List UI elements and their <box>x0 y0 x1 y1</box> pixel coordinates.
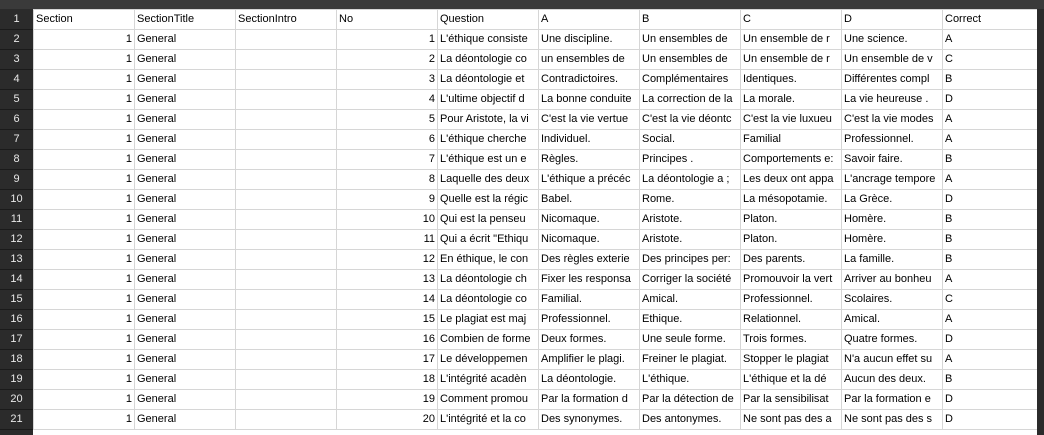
table-cell[interactable]: B <box>943 370 1038 390</box>
header-cell[interactable]: No <box>337 10 438 30</box>
table-cell[interactable]: La déontologie ch <box>438 270 539 290</box>
table-cell[interactable]: 3 <box>337 70 438 90</box>
table-cell[interactable]: Par la formation e <box>842 390 943 410</box>
table-cell[interactable]: General <box>135 370 236 390</box>
table-cell[interactable]: La mésopotamie. <box>741 190 842 210</box>
table-cell[interactable] <box>236 330 337 350</box>
table-cell[interactable]: Une science. <box>842 30 943 50</box>
table-cell[interactable]: Aucun des deux. <box>842 370 943 390</box>
row-number[interactable]: 8 <box>0 149 33 170</box>
table-cell[interactable]: Homère. <box>842 210 943 230</box>
table-cell[interactable]: Une discipline. <box>539 30 640 50</box>
scrollbar-edge[interactable] <box>1037 9 1044 435</box>
table-cell[interactable]: A <box>943 350 1038 370</box>
row-number[interactable]: 10 <box>0 189 33 210</box>
table-cell[interactable]: D <box>943 190 1038 210</box>
table-cell[interactable]: Ethique. <box>640 310 741 330</box>
table-cell[interactable]: Trois formes. <box>741 330 842 350</box>
table-cell[interactable]: Un ensembles de <box>640 50 741 70</box>
table-cell[interactable]: 1 <box>34 170 135 190</box>
table-cell[interactable]: 1 <box>34 30 135 50</box>
table-cell[interactable]: Qui est la penseu <box>438 210 539 230</box>
table-cell[interactable]: Une seule forme. <box>640 330 741 350</box>
table-cell[interactable]: General <box>135 90 236 110</box>
table-row <box>34 310 1038 330</box>
table-cell[interactable]: Combien de forme <box>438 330 539 350</box>
table-cell[interactable]: 7 <box>337 150 438 170</box>
table-cell[interactable]: 6 <box>337 130 438 150</box>
header-cell[interactable]: Section <box>34 10 135 30</box>
table-cell[interactable]: General <box>135 350 236 370</box>
table-row <box>34 250 1038 270</box>
table-cell[interactable]: 17 <box>337 350 438 370</box>
table-cell[interactable]: 1 <box>34 310 135 330</box>
table-cell[interactable]: General <box>135 130 236 150</box>
table-cell[interactable] <box>236 30 337 50</box>
table-cell[interactable]: La correction de la <box>640 90 741 110</box>
table-cell[interactable]: 8 <box>337 170 438 190</box>
table-cell[interactable]: Un ensemble de v <box>842 50 943 70</box>
table-cell[interactable]: General <box>135 290 236 310</box>
table-cell[interactable]: 1 <box>34 150 135 170</box>
table-cell[interactable]: A <box>943 130 1038 150</box>
header-cell[interactable]: SectionIntro <box>236 10 337 30</box>
table-cell[interactable] <box>236 150 337 170</box>
header-cell[interactable]: SectionTitle <box>135 10 236 30</box>
row-number[interactable]: 2 <box>0 29 33 50</box>
table-row <box>34 370 1038 390</box>
table-cell[interactable]: 1 <box>34 270 135 290</box>
table-row <box>34 350 1038 370</box>
table-cell[interactable]: un ensembles de <box>539 50 640 70</box>
table-cell[interactable] <box>236 50 337 70</box>
table-cell[interactable]: B <box>943 150 1038 170</box>
table-cell[interactable]: Principes . <box>640 150 741 170</box>
table-cell[interactable]: General <box>135 230 236 250</box>
table-cell[interactable]: La vie heureuse . <box>842 90 943 110</box>
table-cell[interactable]: Quelle est la régic <box>438 190 539 210</box>
table-cell[interactable]: Le développemen <box>438 350 539 370</box>
table-cell[interactable]: 16 <box>337 330 438 350</box>
table-cell[interactable]: Pour Aristote, la vi <box>438 110 539 130</box>
table-cell[interactable] <box>236 170 337 190</box>
table-cell[interactable]: Différentes compl <box>842 70 943 90</box>
table-cell[interactable]: C'est la vie vertue <box>539 110 640 130</box>
table-cell[interactable]: L'intégrité acadèn <box>438 370 539 390</box>
row-number[interactable]: 7 <box>0 129 33 150</box>
table-cell[interactable]: General <box>135 310 236 330</box>
table-cell[interactable]: La famille. <box>842 250 943 270</box>
table-row <box>34 70 1038 90</box>
table-cell[interactable]: D <box>943 90 1038 110</box>
header-cell[interactable]: D <box>842 10 943 30</box>
table-cell[interactable]: C'est la vie luxueu <box>741 110 842 130</box>
table-cell[interactable]: Les deux ont appa <box>741 170 842 190</box>
row-number[interactable]: 21 <box>0 409 33 430</box>
table-cell[interactable]: Par la formation d <box>539 390 640 410</box>
table-cell[interactable]: Scolaires. <box>842 290 943 310</box>
row-number[interactable]: 19 <box>0 369 33 390</box>
table-cell[interactable] <box>236 350 337 370</box>
table-row <box>34 230 1038 250</box>
table-cell[interactable] <box>236 250 337 270</box>
table-cell[interactable]: General <box>135 390 236 410</box>
table-cell[interactable]: 19 <box>337 390 438 410</box>
row-number[interactable]: 18 <box>0 349 33 370</box>
data-table <box>33 9 1037 430</box>
table-cell[interactable]: 1 <box>34 290 135 310</box>
table-cell[interactable]: Professionnel. <box>539 310 640 330</box>
table-cell[interactable]: Nicomaque. <box>539 230 640 250</box>
table-cell[interactable]: Des antonymes. <box>640 410 741 430</box>
table-cell[interactable]: Aristote. <box>640 230 741 250</box>
table-row <box>34 190 1038 210</box>
table-cell[interactable]: Professionnel. <box>842 130 943 150</box>
row-number[interactable]: 12 <box>0 229 33 250</box>
table-row <box>34 330 1038 350</box>
table-cell[interactable] <box>236 190 337 210</box>
table-row <box>34 130 1038 150</box>
row-number[interactable]: 6 <box>0 109 33 130</box>
table-cell[interactable]: Arriver au bonheu <box>842 270 943 290</box>
table-cell[interactable]: 1 <box>34 90 135 110</box>
table-cell[interactable]: Social. <box>640 130 741 150</box>
header-cell[interactable]: B <box>640 10 741 30</box>
table-cell[interactable]: 1 <box>34 70 135 90</box>
table-cell[interactable] <box>236 210 337 230</box>
table-cell[interactable]: Platon. <box>741 230 842 250</box>
table-cell[interactable]: Ne sont pas des a <box>741 410 842 430</box>
table-cell[interactable]: La déontologie. <box>539 370 640 390</box>
table-cell[interactable]: B <box>943 230 1038 250</box>
table-cell[interactable]: Un ensemble de r <box>741 50 842 70</box>
table-cell[interactable]: C'est la vie modes <box>842 110 943 130</box>
table-cell[interactable]: Deux formes. <box>539 330 640 350</box>
table-cell[interactable]: L'éthique et la dé <box>741 370 842 390</box>
table-cell[interactable] <box>236 310 337 330</box>
table-cell[interactable]: Qui a écrit "Ethiqu <box>438 230 539 250</box>
table-cell[interactable]: Relationnel. <box>741 310 842 330</box>
table-cell[interactable] <box>236 270 337 290</box>
table-cell[interactable]: General <box>135 270 236 290</box>
table-cell[interactable]: 1 <box>34 370 135 390</box>
table-cell[interactable]: 10 <box>337 210 438 230</box>
table-row <box>34 150 1038 170</box>
table-cell[interactable] <box>236 230 337 250</box>
table-cell[interactable]: Homère. <box>842 230 943 250</box>
table-cell[interactable]: 20 <box>337 410 438 430</box>
row-number[interactable]: 11 <box>0 209 33 230</box>
table-row <box>34 410 1038 430</box>
table-cell[interactable]: Le plagiat est maj <box>438 310 539 330</box>
table-cell[interactable]: B <box>943 250 1038 270</box>
table-cell[interactable]: Règles. <box>539 150 640 170</box>
table-cell[interactable]: A <box>943 30 1038 50</box>
table-cell[interactable]: General <box>135 410 236 430</box>
table-cell[interactable]: Familial <box>741 130 842 150</box>
table-cell[interactable]: General <box>135 50 236 70</box>
row-number[interactable]: 17 <box>0 329 33 350</box>
table-cell[interactable]: L'ultime objectif d <box>438 90 539 110</box>
table-cell[interactable]: 1 <box>34 50 135 70</box>
table-cell[interactable]: D <box>943 390 1038 410</box>
table-cell[interactable]: Rome. <box>640 190 741 210</box>
table-cell[interactable]: 1 <box>34 410 135 430</box>
table-cell[interactable]: L'ancrage tempore <box>842 170 943 190</box>
table-cell[interactable]: C <box>943 50 1038 70</box>
header-cell[interactable]: Correct <box>943 10 1038 30</box>
table-cell[interactable]: General <box>135 170 236 190</box>
table-cell[interactable]: Amical. <box>842 310 943 330</box>
row-number[interactable]: 16 <box>0 309 33 330</box>
table-cell[interactable]: La Grèce. <box>842 190 943 210</box>
table-cell[interactable]: La déontologie et <box>438 70 539 90</box>
table-cell[interactable]: Des parents. <box>741 250 842 270</box>
column-header-strip[interactable] <box>0 0 1044 9</box>
table-cell[interactable]: Un ensembles de <box>640 30 741 50</box>
table-cell[interactable]: Aristote. <box>640 210 741 230</box>
table-row <box>34 30 1038 50</box>
table-cell[interactable]: D <box>943 330 1038 350</box>
table-cell[interactable]: General <box>135 150 236 170</box>
table-cell[interactable] <box>236 410 337 430</box>
table-cell[interactable]: 12 <box>337 250 438 270</box>
table-cell[interactable] <box>236 370 337 390</box>
table-cell[interactable]: L'éthique cherche <box>438 130 539 150</box>
table-row <box>34 90 1038 110</box>
table-cell[interactable]: 1 <box>34 390 135 410</box>
table-cell[interactable]: 4 <box>337 90 438 110</box>
table-cell[interactable]: C <box>943 290 1038 310</box>
table-cell[interactable]: Par la détection de <box>640 390 741 410</box>
table-cell[interactable] <box>236 70 337 90</box>
table-cell[interactable]: 1 <box>34 330 135 350</box>
table-cell[interactable]: Fixer les responsa <box>539 270 640 290</box>
table-row <box>34 390 1038 410</box>
table-cell[interactable]: Promouvoir la vert <box>741 270 842 290</box>
table-cell[interactable]: 14 <box>337 290 438 310</box>
row-number[interactable]: 5 <box>0 89 33 110</box>
table-row <box>34 50 1038 70</box>
table-cell[interactable]: L'éthique. <box>640 370 741 390</box>
table-cell[interactable]: 9 <box>337 190 438 210</box>
table-cell[interactable] <box>236 110 337 130</box>
table-cell[interactable]: Babel. <box>539 190 640 210</box>
table-cell[interactable]: Comment promou <box>438 390 539 410</box>
table-cell[interactable]: Freiner le plagiat. <box>640 350 741 370</box>
table-cell[interactable]: Un ensemble de r <box>741 30 842 50</box>
row-number[interactable]: 9 <box>0 169 33 190</box>
table-cell[interactable]: 13 <box>337 270 438 290</box>
table-cell[interactable]: Par la sensibilisat <box>741 390 842 410</box>
table-cell[interactable]: General <box>135 190 236 210</box>
table-cell[interactable]: En éthique, le con <box>438 250 539 270</box>
header-row <box>34 10 1038 30</box>
table-cell[interactable]: B <box>943 70 1038 90</box>
header-cell[interactable]: Question <box>438 10 539 30</box>
table-cell[interactable]: Familial. <box>539 290 640 310</box>
table-cell[interactable]: Nicomaque. <box>539 210 640 230</box>
table-cell[interactable]: Comportements e: <box>741 150 842 170</box>
table-cell[interactable]: 1 <box>34 210 135 230</box>
table-cell[interactable]: La déontologie a ; <box>640 170 741 190</box>
table-cell[interactable]: 2 <box>337 50 438 70</box>
table-cell[interactable]: Platon. <box>741 210 842 230</box>
table-cell[interactable]: 15 <box>337 310 438 330</box>
table-cell[interactable]: 1 <box>34 250 135 270</box>
table-cell[interactable]: Ne sont pas des s <box>842 410 943 430</box>
row-number[interactable]: 20 <box>0 389 33 410</box>
table-cell[interactable]: L'intégrité et la co <box>438 410 539 430</box>
table-cell[interactable]: 1 <box>34 130 135 150</box>
table-cell[interactable]: General <box>135 210 236 230</box>
row-number[interactable]: 14 <box>0 269 33 290</box>
table-cell[interactable]: La déontologie co <box>438 290 539 310</box>
table-cell[interactable]: La bonne conduite <box>539 90 640 110</box>
table-cell[interactable]: General <box>135 30 236 50</box>
table-cell[interactable]: General <box>135 330 236 350</box>
table-cell[interactable]: Quatre formes. <box>842 330 943 350</box>
row-number[interactable]: 15 <box>0 289 33 310</box>
table-cell[interactable]: 11 <box>337 230 438 250</box>
table-cell[interactable]: Laquelle des deux <box>438 170 539 190</box>
cell-grid <box>33 9 1037 435</box>
table-cell[interactable]: Des règles exterie <box>539 250 640 270</box>
table-cell[interactable]: 1 <box>34 350 135 370</box>
table-cell[interactable]: L'éthique est un e <box>438 150 539 170</box>
table-row <box>34 210 1038 230</box>
table-cell[interactable]: La morale. <box>741 90 842 110</box>
row-number-gutter <box>0 9 33 435</box>
table-cell[interactable]: La déontologie co <box>438 50 539 70</box>
table-cell[interactable]: 18 <box>337 370 438 390</box>
table-cell[interactable]: L'éthique consiste <box>438 30 539 50</box>
table-row <box>34 270 1038 290</box>
table-cell[interactable]: General <box>135 70 236 90</box>
row-number[interactable]: 13 <box>0 249 33 270</box>
table-cell[interactable]: C'est la vie déontc <box>640 110 741 130</box>
table-cell[interactable]: Individuel. <box>539 130 640 150</box>
table-cell[interactable]: B <box>943 210 1038 230</box>
table-cell[interactable]: 1 <box>337 30 438 50</box>
table-cell[interactable] <box>236 390 337 410</box>
table-cell[interactable]: 1 <box>34 190 135 210</box>
table-cell[interactable]: Corriger la société <box>640 270 741 290</box>
table-cell[interactable]: Stopper le plagiat <box>741 350 842 370</box>
table-cell[interactable] <box>236 90 337 110</box>
table-cell[interactable] <box>236 290 337 310</box>
table-row <box>34 110 1038 130</box>
table-cell[interactable]: Amplifier le plagi. <box>539 350 640 370</box>
table-cell[interactable]: Amical. <box>640 290 741 310</box>
header-cell[interactable]: C <box>741 10 842 30</box>
table-cell[interactable]: Complémentaires <box>640 70 741 90</box>
table-cell[interactable] <box>236 130 337 150</box>
table-row <box>34 170 1038 190</box>
table-cell[interactable]: Professionnel. <box>741 290 842 310</box>
table-cell[interactable]: A <box>943 110 1038 130</box>
header-cell[interactable]: A <box>539 10 640 30</box>
table-cell[interactable]: Des synonymes. <box>539 410 640 430</box>
table-cell[interactable]: General <box>135 250 236 270</box>
table-cell[interactable]: Des principes per: <box>640 250 741 270</box>
table-cell[interactable]: A <box>943 270 1038 290</box>
table-cell[interactable]: D <box>943 410 1038 430</box>
table-row <box>34 290 1038 310</box>
row-number[interactable]: 3 <box>0 49 33 70</box>
table-cell[interactable]: 5 <box>337 110 438 130</box>
table-cell[interactable]: 1 <box>34 110 135 130</box>
table-cell[interactable]: N'a aucun effet su <box>842 350 943 370</box>
row-number[interactable]: 4 <box>0 69 33 90</box>
table-cell[interactable]: Savoir faire. <box>842 150 943 170</box>
table-cell[interactable]: A <box>943 170 1038 190</box>
table-cell[interactable]: L'éthique a précéc <box>539 170 640 190</box>
table-cell[interactable]: A <box>943 310 1038 330</box>
table-cell[interactable]: Identiques. <box>741 70 842 90</box>
table-cell[interactable]: General <box>135 110 236 130</box>
table-cell[interactable]: Contradictoires. <box>539 70 640 90</box>
table-cell[interactable]: 1 <box>34 230 135 250</box>
row-number[interactable]: 1 <box>0 9 33 30</box>
